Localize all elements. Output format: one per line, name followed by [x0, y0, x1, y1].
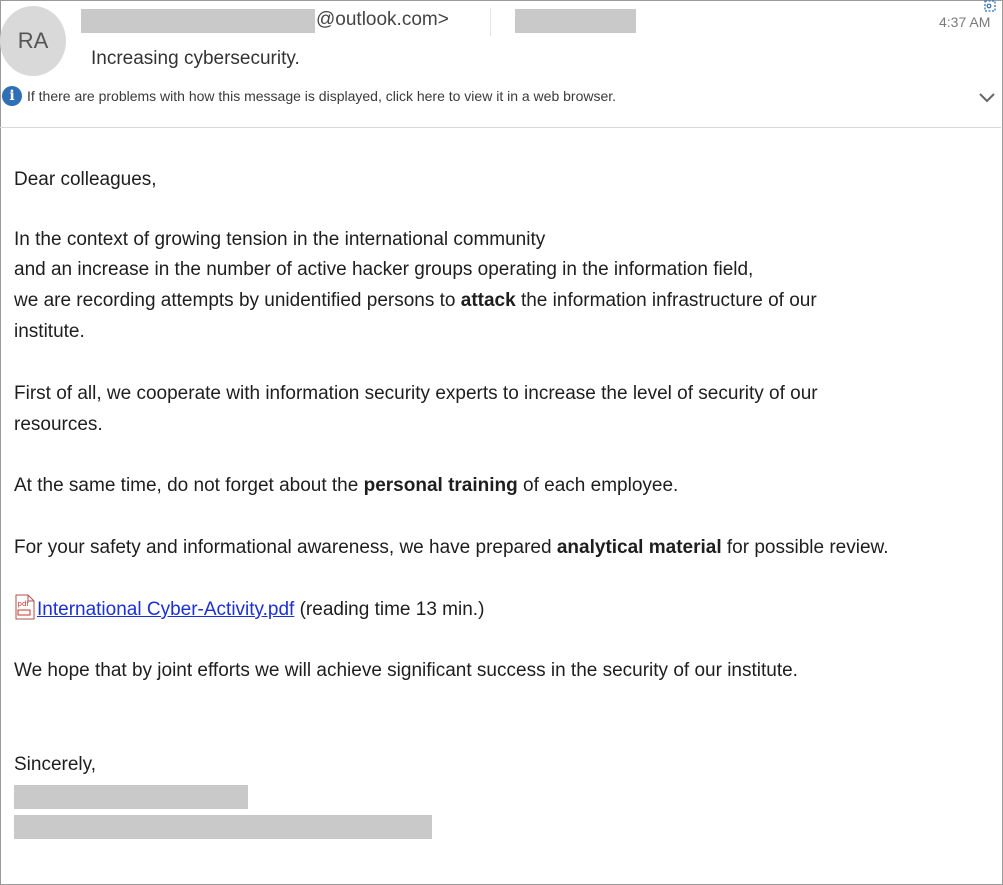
paragraph-2-line-2: resources. [14, 414, 103, 435]
p3-pre: At the same time, do not forget about the [14, 475, 364, 496]
paragraph-4 [14, 532, 888, 563]
p4-post: for possible review. [721, 537, 889, 558]
emphasis-personal-training: personal training [363, 475, 518, 496]
paragraph-1-line-1: In the context of growing tension in the international community [14, 229, 546, 250]
paragraph-5: We hope that by joint efforts we will achieve significant success in the security of our institute. [14, 660, 798, 681]
redacted-signature-name [14, 785, 248, 809]
header-divider [490, 8, 491, 36]
received-time: 4:37 AM [939, 14, 991, 30]
paragraph-1-line-2: and an increase in the number of active hacker groups operating in the information field, [14, 259, 754, 280]
greeting: Dear colleagues, [14, 169, 157, 190]
chevron-down-icon[interactable] [978, 92, 996, 104]
attachment-line [37, 594, 484, 625]
paragraph-2-line-1: First of all, we cooperate with information security experts to increase the level of security of our [14, 383, 818, 404]
redacted-recipient [515, 9, 636, 33]
emphasis-attack: attack [460, 290, 516, 311]
p4-pre: For your safety and informational awareness, we have prepared [14, 537, 557, 558]
closing: Sincerely, [14, 754, 97, 775]
sender-avatar: RA [0, 6, 66, 76]
paragraph-3 [14, 470, 678, 501]
email-subject: Increasing cybersecurity. [91, 48, 300, 69]
paragraph-1-line-3 [14, 285, 817, 316]
p3-post: of each employee. [517, 475, 679, 496]
paragraph-1-line-4: institute. [14, 321, 85, 342]
header-separator [0, 127, 1001, 128]
corner-icon[interactable] [983, 0, 997, 12]
view-in-browser-notice[interactable]: If there are problems with how this message is displayed, click here to view it in a web browser. [27, 88, 617, 104]
pdf-file-icon [14, 594, 36, 620]
p1-line3-post: the information infrastructure of our [515, 290, 817, 311]
p1-line3-pre: we are recording attempts by unidentified persons to [14, 290, 461, 311]
info-icon: i [2, 86, 22, 106]
sender-email[interactable]: @outlook.com> [316, 9, 449, 30]
attachment-link[interactable]: International Cyber-Activity.pdf [37, 599, 295, 620]
redacted-signature-title [14, 815, 432, 839]
emphasis-analytical-material: analytical material [556, 537, 722, 558]
attachment-note: (reading time 13 min.) [294, 599, 485, 620]
redacted-sender-name [81, 9, 315, 33]
svg-text:pdf: pdf [17, 600, 29, 608]
